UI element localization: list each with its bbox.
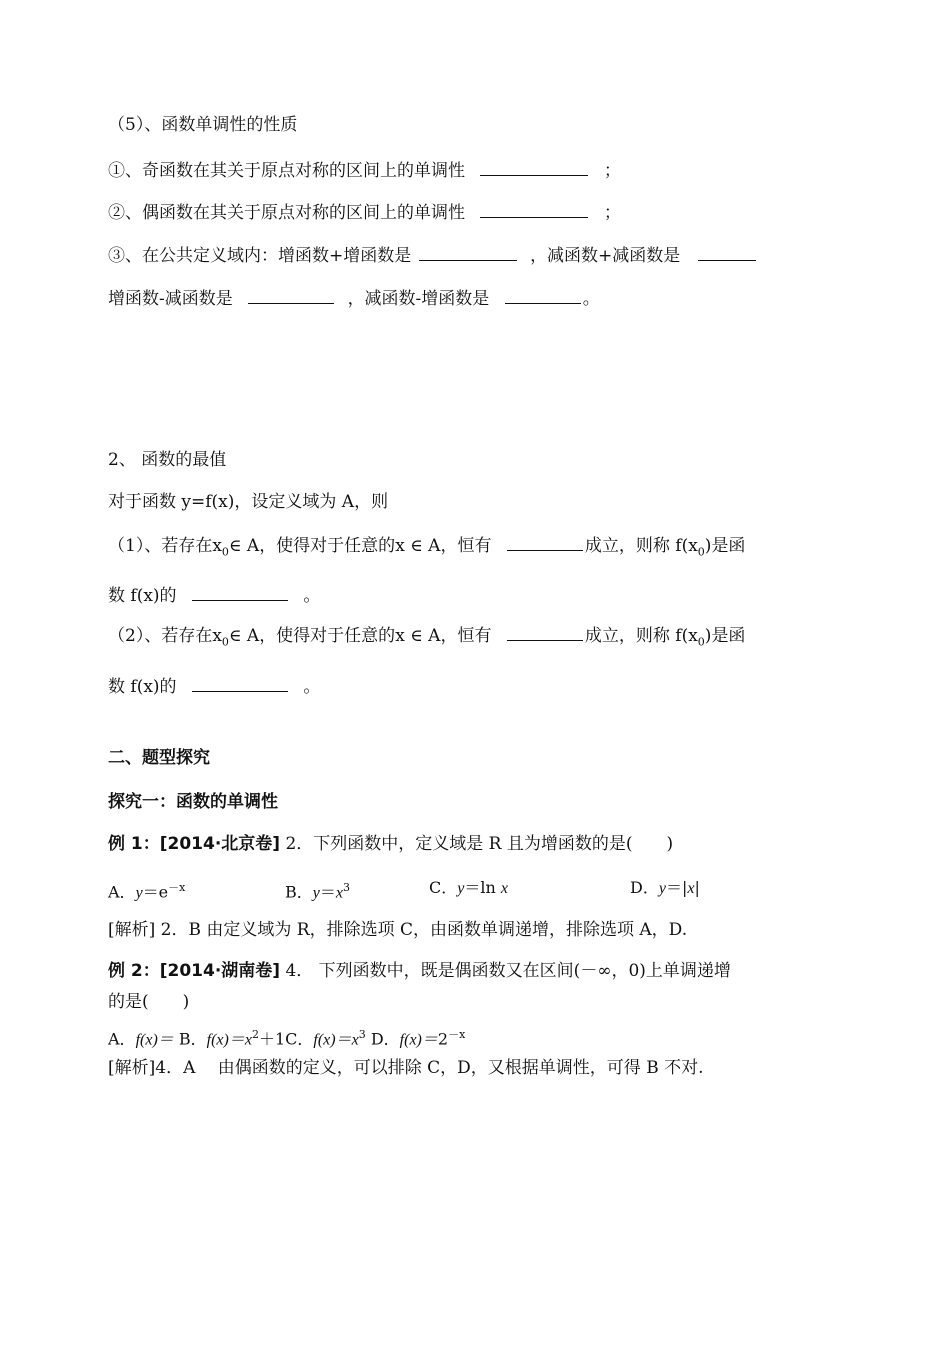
case-2-shihan: 是函 — [711, 626, 746, 646]
option-c-fx: f(x)＝ — [313, 1031, 352, 1049]
example-2-question-cont: 的是( ) — [108, 992, 190, 1012]
example-2 — [108, 959, 731, 983]
option-c-rhs: ＝ln — [464, 878, 501, 897]
in-a: ∈ A — [228, 626, 260, 646]
option-b-sup: 3 — [343, 881, 350, 894]
case-2-hengyou: ，恒有 — [440, 626, 492, 646]
option-a-lhs: y — [135, 884, 143, 902]
x0-sub: 0 — [697, 545, 705, 559]
case-1-lead: （1）、若存在 — [108, 536, 213, 556]
x0-base: x — [688, 626, 698, 646]
option-b — [285, 876, 350, 905]
option-c-var: x — [351, 1031, 359, 1049]
option-d-letter: D． — [630, 878, 659, 897]
case-2-mid: ，使得对于任意的 — [259, 626, 396, 646]
case-2-fx: 数 f(x)的 — [108, 677, 177, 697]
x0-sub: 0 — [697, 635, 705, 649]
case-1-cont — [108, 582, 320, 608]
option-a-letter: A． — [108, 882, 136, 902]
example-2-question: 4． 下列函数中，既是偶函数又在区间(－∞，0)上单调递增 — [280, 961, 731, 981]
option-a — [108, 876, 185, 905]
section-2-intro: 对于函数 y=f(x)，设定义域为 A，则 — [108, 492, 389, 512]
x-in-a: x ∈ A — [395, 626, 441, 646]
option-d-tail: | — [694, 878, 700, 897]
property-4 — [108, 285, 600, 311]
case-1-chengli: 成立，则称 f — [584, 536, 682, 556]
option-b-sup: 2 — [251, 1028, 259, 1041]
paren-close: ) — [704, 536, 712, 556]
case-1-shihan: 是函 — [711, 536, 746, 556]
case-2-cont — [108, 673, 320, 699]
option-d-lhs: y — [658, 880, 666, 897]
x0-base: x — [688, 536, 698, 556]
option-b-tail: ＋1 — [258, 1029, 286, 1049]
blank — [480, 199, 588, 218]
option-b-rhs: ＝ — [319, 882, 336, 902]
option-c-letter: C． — [429, 878, 458, 897]
option-a-rhs: ＝e — [142, 882, 169, 902]
option-d-sup: －x — [448, 1028, 466, 1041]
option-d-letter: D． — [370, 1029, 400, 1049]
x0-sub: 0 — [221, 545, 229, 559]
property-4-text-b: ，减函数-增函数是 — [347, 289, 490, 309]
blank — [698, 242, 756, 261]
option-a-letter: A． — [108, 1029, 136, 1049]
option-b-fx: f(x)＝ — [206, 1031, 245, 1049]
case-2-end: 。 — [303, 677, 321, 697]
example-2-answer: [解析]4．A 由偶函数的定义，可以排除 C，D，又根据单调性，可得 B 不对. — [108, 1058, 704, 1078]
option-b-letter: B． — [285, 882, 313, 902]
case-2-chengli: 成立，则称 f — [584, 626, 682, 646]
x0-sub: 0 — [221, 635, 229, 649]
property-4-end: 。 — [582, 289, 600, 309]
explore-title: 探究一：函数的单调性 — [108, 792, 278, 812]
case-2-lead: （2）、若存在 — [108, 626, 213, 646]
blank — [480, 157, 588, 176]
option-a-sup: －x — [168, 881, 186, 894]
in-a: ∈ A — [228, 536, 260, 556]
property-3-text-b: ，减函数+减函数是 — [530, 246, 681, 266]
option-d-rhs: ＝| — [665, 878, 688, 897]
paren-open: ( — [681, 536, 689, 556]
case-1-fx: 数 f(x)的 — [108, 586, 177, 606]
option-c — [429, 876, 508, 901]
option-b-var: x — [244, 1031, 252, 1049]
option-b-var: x — [335, 884, 343, 902]
property-3-text-a: ③、在公共定义域内：增函数+增函数是 — [108, 246, 412, 266]
option-d-var: x — [687, 880, 695, 897]
paren-open: ( — [681, 626, 689, 646]
property-1-end: ； — [603, 161, 621, 181]
property-1 — [108, 157, 621, 183]
blank — [505, 285, 581, 304]
property-2 — [108, 199, 621, 225]
option-c-var: x — [500, 880, 508, 897]
blank — [419, 242, 517, 261]
property-2-text: ②、偶函数在其关于原点对称的区间上的单调性 — [108, 203, 465, 223]
case-1-mid: ，使得对于任意的 — [259, 536, 396, 556]
paren-close: ) — [704, 626, 712, 646]
section-title: 二、题型探究 — [108, 748, 210, 768]
section-2-title: 2、 函数的最值 — [108, 450, 227, 470]
property-2-end: ； — [603, 203, 621, 223]
x0-symbol — [212, 626, 229, 649]
example-1 — [108, 832, 673, 856]
option-c-sup: 3 — [358, 1028, 366, 1041]
property-1-text: ①、奇函数在其关于原点对称的区间上的单调性 — [108, 161, 465, 181]
section-5-title: （5）、函数单调性的性质 — [108, 115, 298, 135]
option-b-lhs: y — [312, 884, 320, 902]
case-1 — [108, 532, 745, 564]
blank — [507, 622, 583, 641]
blank — [507, 532, 583, 551]
blank — [192, 582, 288, 601]
option-b-letter: B． — [178, 1029, 207, 1049]
blank — [192, 673, 288, 692]
x0-base: x — [212, 626, 222, 646]
option-d — [630, 876, 700, 901]
example-1-label: 例 1：[2014·北京卷] — [108, 834, 281, 854]
case-1-end: 。 — [303, 586, 321, 606]
example-2-label: 例 2：[2014·湖南卷] — [108, 961, 281, 981]
x-in-a: x ∈ A — [395, 536, 441, 556]
case-1-hengyou: ，恒有 — [440, 536, 492, 556]
property-4-text-a: 增函数-减函数是 — [108, 289, 233, 309]
option-d-base: 2 — [437, 1029, 449, 1049]
case-2 — [108, 622, 745, 654]
example-2-options — [108, 1023, 465, 1052]
property-3 — [108, 242, 758, 268]
option-a-fx: f(x)＝ — [135, 1031, 174, 1049]
blank — [248, 285, 334, 304]
option-c-lhs: y — [457, 880, 465, 897]
option-d-fx: f(x)＝ — [399, 1031, 438, 1049]
x0-base: x — [212, 536, 222, 556]
option-c-letter: C． — [285, 1029, 314, 1049]
example-1-answer: [解析] 2．B 由定义域为 R，排除选项 C，由函数单调递增，排除选项 A，D. — [108, 920, 688, 940]
x0-symbol — [212, 536, 229, 559]
example-1-question: 2．下列函数中，定义域是 R 且为增函数的是( ) — [280, 834, 674, 854]
